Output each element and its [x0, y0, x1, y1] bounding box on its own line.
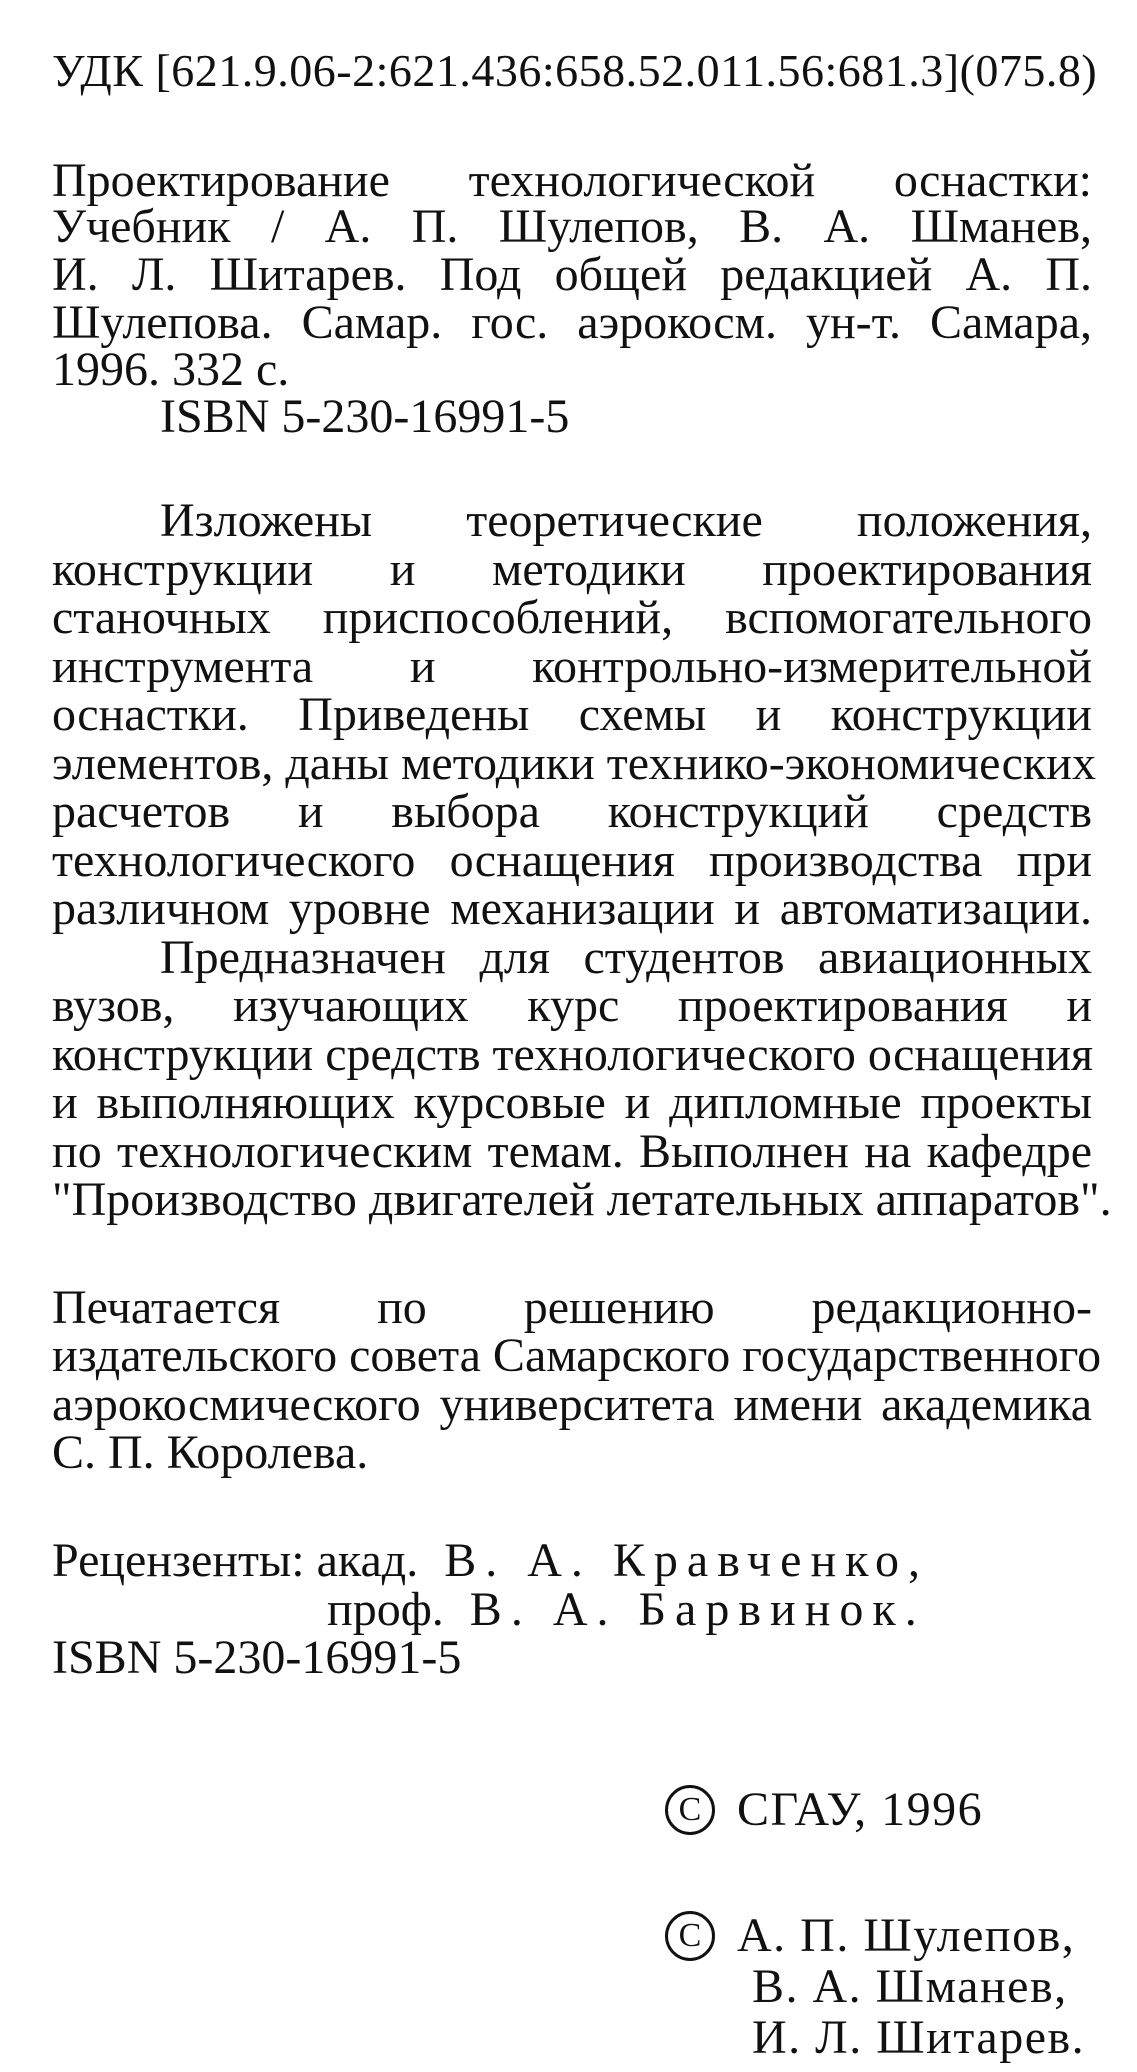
- reviewer-2-name: В. А. Барвинок.: [469, 1583, 926, 1636]
- note-line: Печатается по решению редакционно-: [52, 1281, 1092, 1334]
- copyright-authors: [665, 1911, 1075, 1961]
- abstract-line: конструкции и методики проектирования: [52, 543, 1092, 596]
- bib-line: Проектирование технологической оснастки:: [52, 154, 1092, 207]
- copyright-publisher-text: СГАУ, 1996: [737, 1783, 984, 1836]
- abstract-line: по технологическим темам. Выполнен на кафедре: [52, 1125, 1092, 1178]
- copyright-icon: C: [665, 1911, 715, 1961]
- bib-line: Шулепова. Самар. гос. аэрокосм. ун-т. Самара,: [52, 296, 1092, 349]
- copyright-author-3: И. Л. Шитарев.: [752, 2011, 1086, 2064]
- abstract-line: вузов, изучающих курс проектирования и: [52, 979, 1092, 1032]
- bib-line: И. Л. Шитарев. Под общей редакцией А. П.: [52, 248, 1092, 301]
- abstract-line: элементов, даны методики технико-экономических: [52, 737, 1096, 790]
- abstract-line: расчетов и выбора конструкций средств: [52, 785, 1092, 838]
- abstract-line: оснастки. Приведены схемы и конструкции: [52, 688, 1092, 741]
- abstract-line: станочных приспособлений, вспомогательного: [52, 591, 1092, 644]
- abstract-line: различном уровне механизации и автоматизации.: [52, 882, 1092, 935]
- copyright-author-1: А. П. Шулепов,: [737, 1909, 1076, 1962]
- abstract-line: Предназначен для студентов авиационных: [160, 931, 1092, 984]
- reviewer-1-title: акад.: [316, 1534, 419, 1587]
- abstract-line: технологического оснащения производства при: [52, 834, 1092, 887]
- abstract-line: и выполняющих курсовые и дипломные проекты: [52, 1076, 1092, 1129]
- reviewers-label: Рецензенты:: [52, 1534, 305, 1587]
- note-line: С. П. Королева.: [52, 1426, 369, 1479]
- abstract-line: "Производство двигателей летательных аппаратов".: [52, 1173, 1112, 1226]
- copyright-publisher: [665, 1785, 983, 1835]
- reviewer-2-title: проф.: [327, 1583, 444, 1636]
- bib-isbn: ISBN 5-230-16991-5: [160, 390, 570, 443]
- reviewer-line-1: [52, 1534, 1092, 1587]
- bib-line: 1996. 332 с.: [52, 343, 290, 396]
- abstract-line: Изложены теоретические положения,: [160, 494, 1092, 547]
- copyright-author-2: В. А. Шманев,: [752, 1960, 1068, 2013]
- udk-code: УДК [621.9.06-2:621.436:658.52.011.56:681.3](075.8): [52, 45, 1098, 96]
- reviewer-1-name: В. А. Кравченко,: [444, 1534, 930, 1587]
- abstract-line: конструкции средств технологического оснащения: [52, 1028, 1094, 1081]
- copyright-icon: C: [665, 1785, 715, 1835]
- abstract-line: инструмента и контрольно-измерительной: [52, 640, 1092, 693]
- note-line: аэрокосмического университета имени академика: [52, 1378, 1092, 1431]
- note-line: издательского совета Самарского государственного: [52, 1329, 1102, 1382]
- reviewer-line-2: [327, 1583, 926, 1636]
- reviewers-isbn: ISBN 5-230-16991-5: [52, 1631, 462, 1684]
- bib-line: Учебник / А. П. Шулепов, В. А. Шманев,: [52, 200, 1092, 253]
